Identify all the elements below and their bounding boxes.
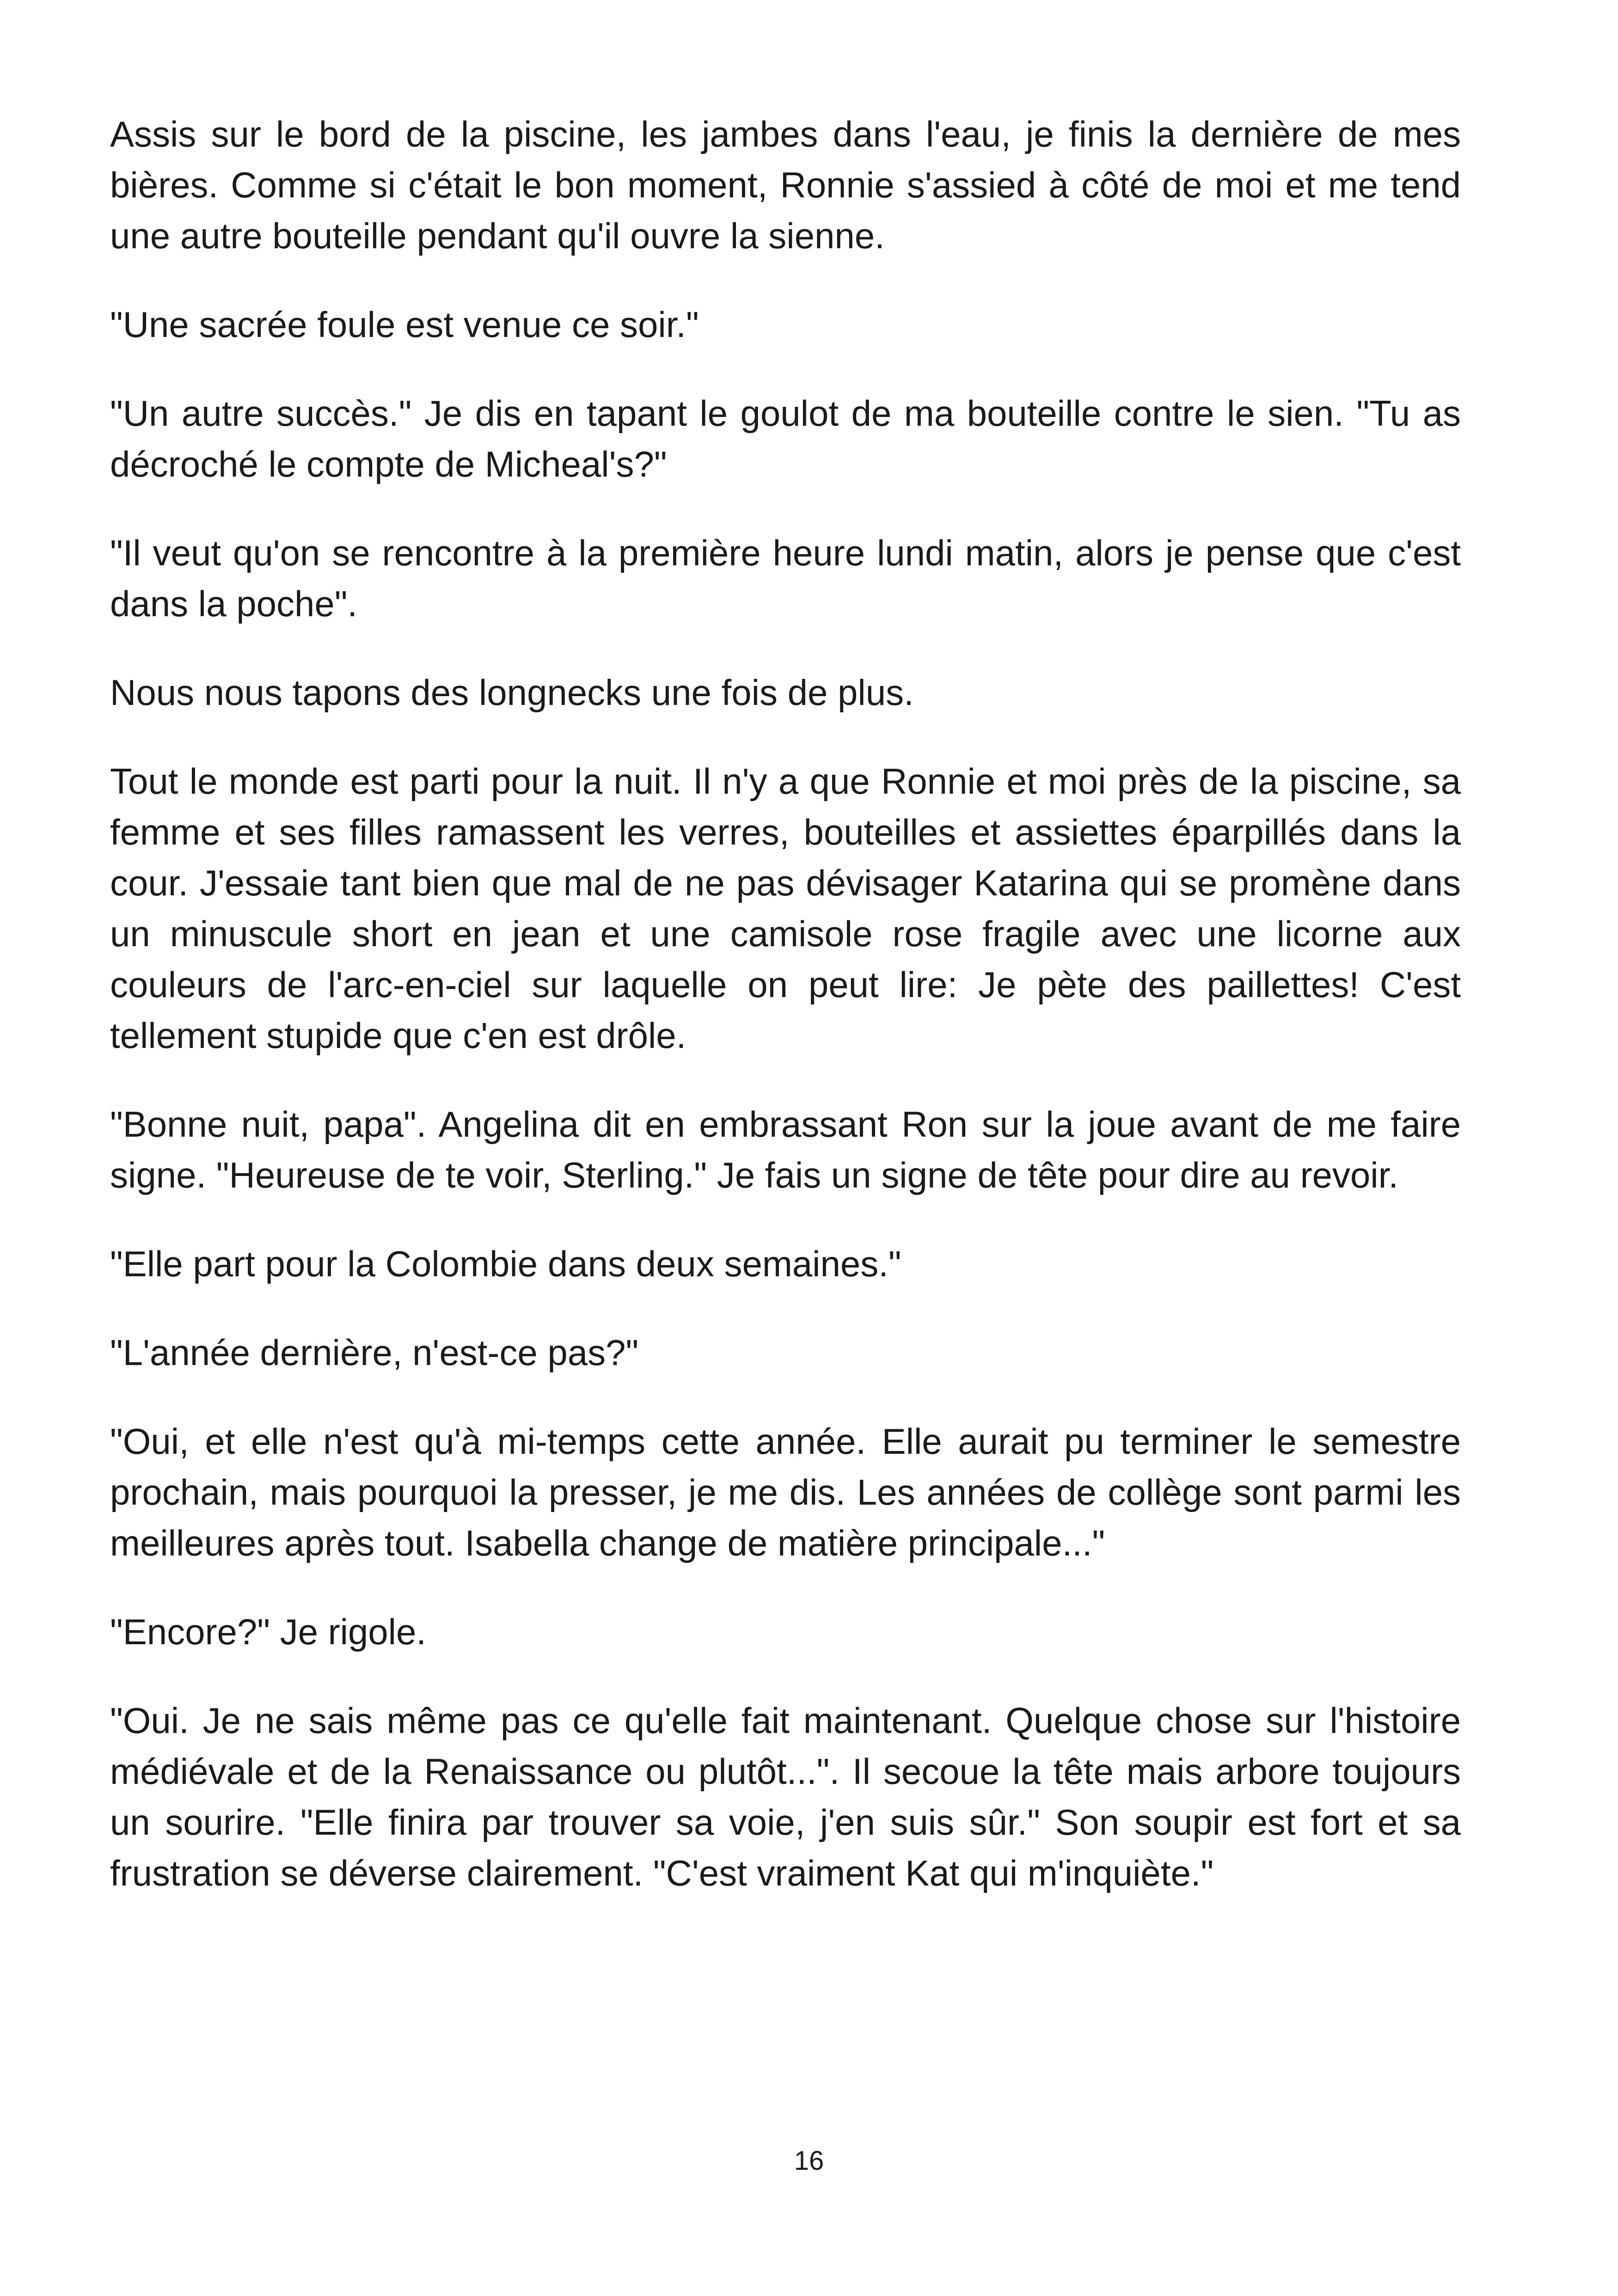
paragraph: "Elle part pour la Colombie dans deux semaines."	[110, 1243, 901, 1284]
paragraph: "Encore?" Je rigole.	[110, 1611, 427, 1652]
paragraph: Tout le monde est parti pour la nuit. Il n'y a que Ronnie et moi près de la piscine, sa femme et ses filles ramassent les verres, bouteilles et assiettes éparpillés dans la cour. J'essaie tant bien que mal de ne pas dévisager Katarina qui se promène dans un minuscule short en jean et une camisole rose fragile avec une licorne aux couleurs de l'arc-en-ciel sur laquelle on peut lire: Je pète des paillettes! C'est tellement stupide que c'en est drôle.	[110, 761, 1461, 1056]
paragraph: "Un autre succès." Je dis en tapant le goulot de ma bouteille contre le sien. "Tu as décroché le compte de Micheal's?"	[110, 393, 1461, 484]
paragraph: "L'année dernière, n'est-ce pas?"	[110, 1332, 639, 1373]
page-number: 16	[794, 2146, 824, 2176]
paragraph: "Il veut qu'on se rencontre à la première heure lundi matin, alors je pense que c'est dans la poche".	[110, 533, 1461, 624]
paragraph: "Oui. Je ne sais même pas ce qu'elle fait maintenant. Quelque chose sur l'histoire médiévale et de la Renaissance ou plutôt...". Il secoue la tête mais arbore toujours un sourire. "Elle finira par trouver sa voie, j'en suis sûr." Son soupir est fort et sa frustration se déverse clairement. "C'est vraiment Kat qui m'inquiète."	[110, 1700, 1461, 1893]
paragraph: Assis sur le bord de la piscine, les jambes dans l'eau, je finis la dernière de mes bières. Comme si c'était le bon moment, Ronnie s'assied à côté de moi et me tend une autre bouteille pendant qu'il ouvre la sienne.	[110, 114, 1461, 256]
paragraph: Nous nous tapons des longnecks une fois de plus.	[110, 672, 914, 713]
paragraph: "Une sacrée foule est venue ce soir."	[110, 304, 699, 345]
body-text	[110, 109, 1461, 1898]
paragraph: "Bonne nuit, papa". Angelina dit en embrassant Ron sur la joue avant de me faire signe. "Heureuse de te voir, Sterling." Je fais un signe de tête pour dire au revoir.	[110, 1104, 1461, 1195]
paragraph: "Oui, et elle n'est qu'à mi-temps cette année. Elle aurait pu terminer le semestre prochain, mais pourquoi la presser, je me dis. Les années de collège sont parmi les meilleures après tout. Isabella change de matière principale..."	[110, 1421, 1461, 1563]
